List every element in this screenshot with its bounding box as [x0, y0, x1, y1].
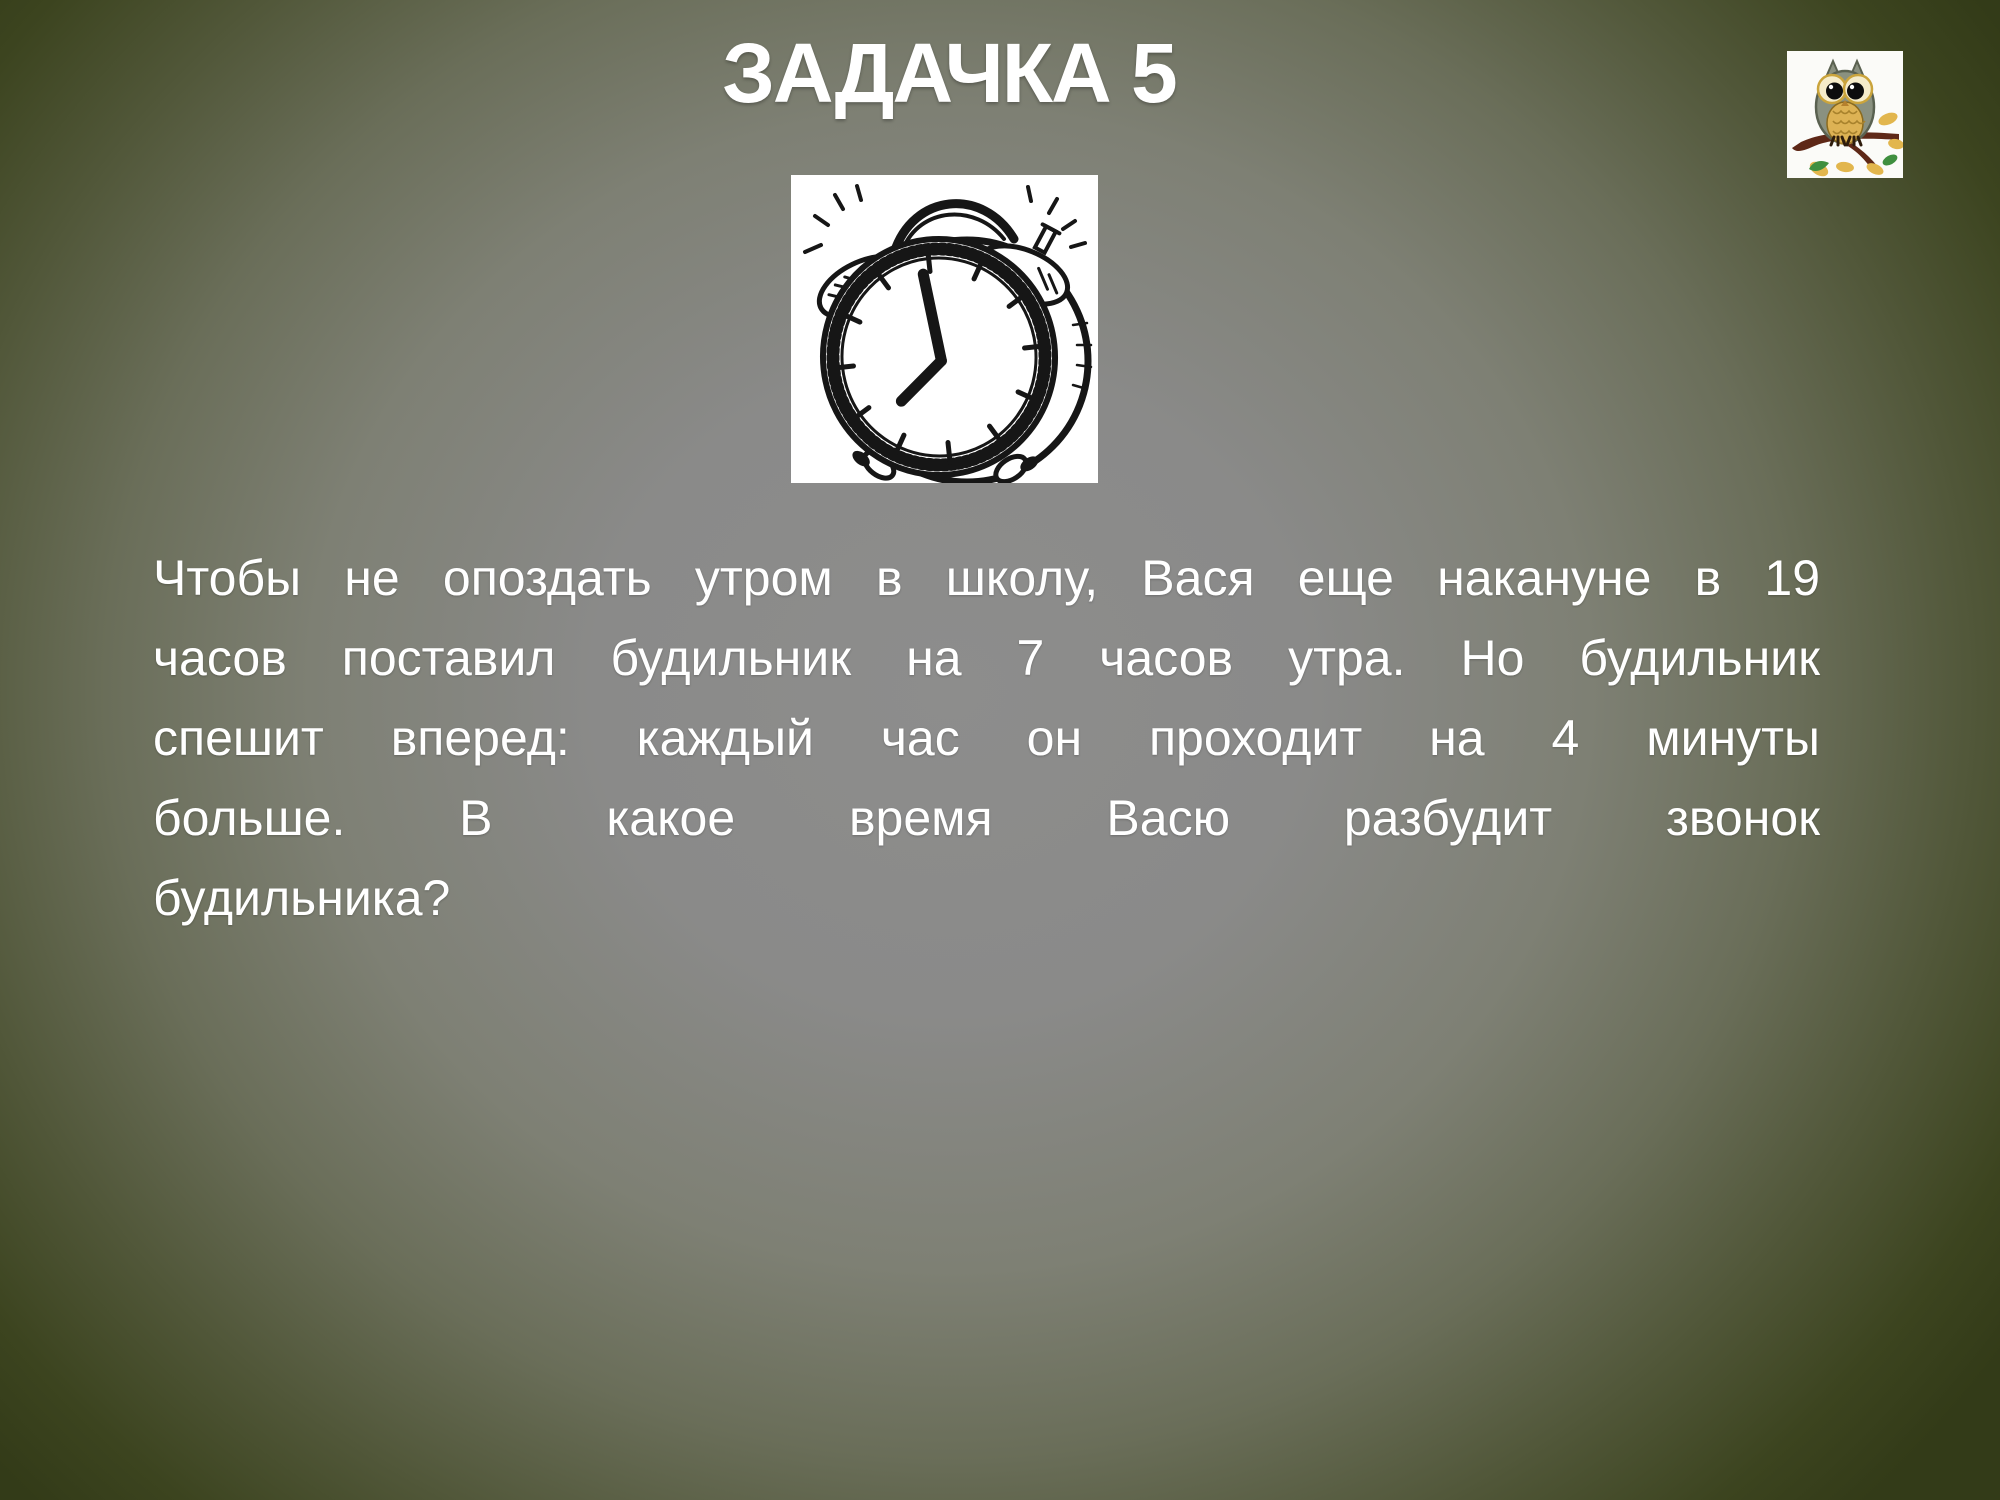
problem-text-line: часов поставил будильник на 7 часов утра. Но будильник [153, 630, 1820, 686]
problem-text-line: спешит вперед: каждый час он проходит на 4 минуты [153, 710, 1820, 766]
alarm-clock-icon [791, 175, 1098, 483]
problem-text-line: больше. В какое время Васю разбудит звонок [153, 790, 1820, 846]
problem-text-line: будильника? [153, 870, 451, 926]
owl-on-branch-icon [1787, 51, 1903, 178]
problem-text-line: Чтобы не опоздать утром в школу, Вася еще накануне в 19 [153, 550, 1820, 606]
alarm-clock-illustration [791, 175, 1098, 483]
problem-text [153, 538, 1820, 938]
owl-logo [1787, 51, 1903, 178]
slide-title: ЗАДАЧКА 5 [722, 26, 1176, 120]
